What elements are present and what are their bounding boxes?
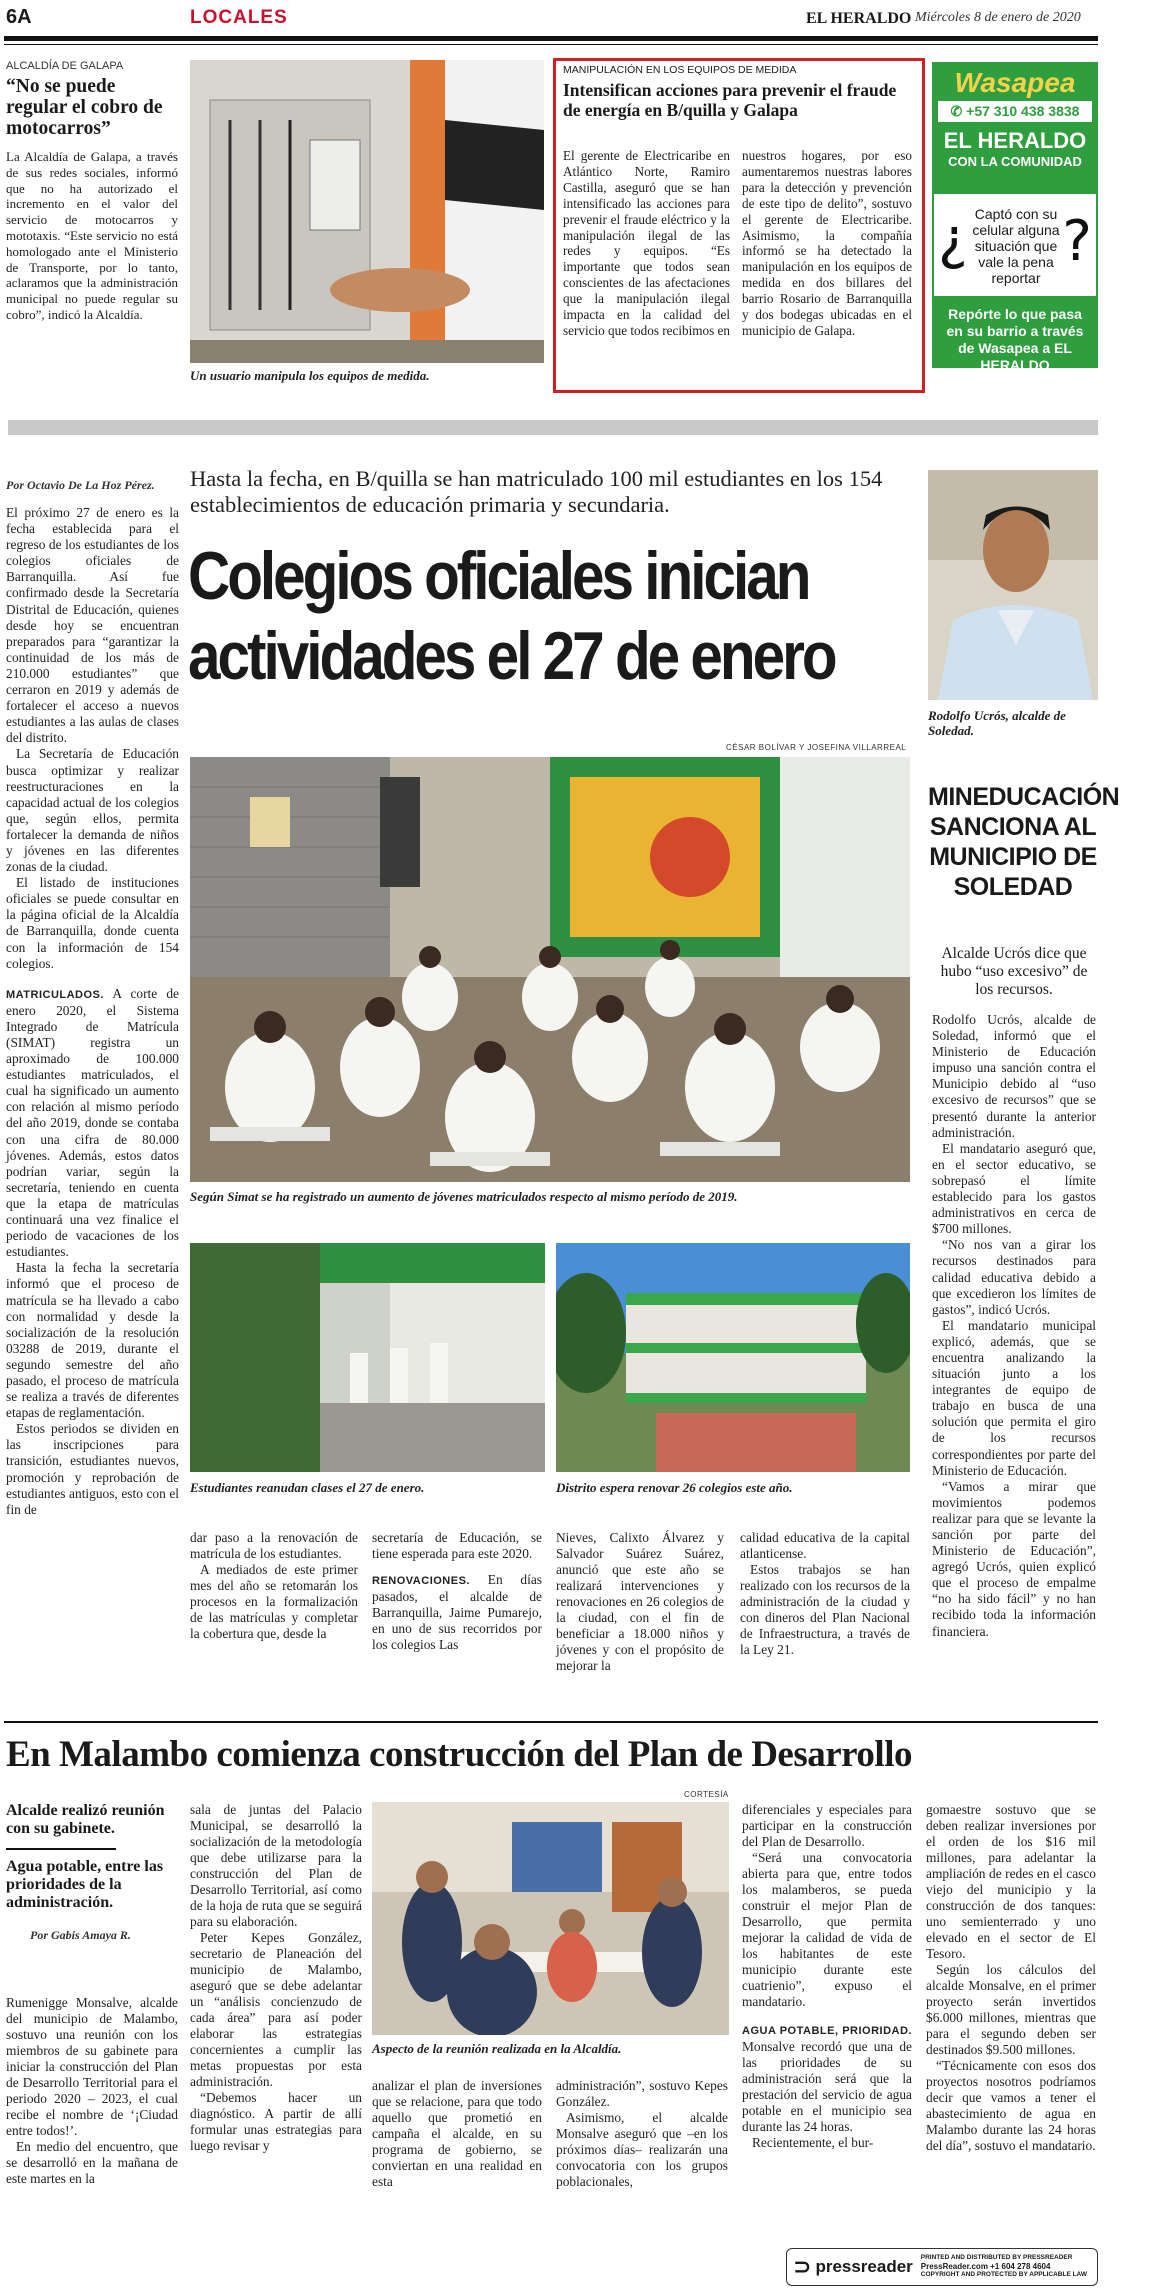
soledad-deck: Alcalde Ucrós dice que hubo “uso excesivo” de los recursos. [940,945,1088,998]
energia-title: Intensifican acciones para prevenir el fraude de energía en B/quilla y Galapa [563,80,897,120]
colegios-sidebar: El próximo 27 de enero es la fecha establecida para el regreso de los estudiantes de los colegios oficiales de Barranquilla. Así fue confirmado desde la Secretaría Distrital de Educación, quienes desde hoy se encuentran preparados para “garantizar la continuidad de los más de 210.000 estudiantes” que cerraron en 2019 y además de fortalecer el acceso a nuevos estudiantes a las aulas de clases del distrito. La Secretaría de Educación busca optimizar y realizar reestructuraciones en la capacidad actual de los colegios que, según ellos, permita fortalecer la demanda de niños y jóvenes en las diferentes zonas de la ciudad. El listado de instituciones oficiales se puede consultar en la página oficial de la Alcaldía de Barranquilla, donde cuenta con la información de 154 colegios. MATRICULADOS. A corte de enero 2020, el Sistema Integrado de Matrícula (SIMAT) registra un aproximado de 100.000 estudiantes matriculados, el cual ha significado un aumento con relación al mismo período del año 2019, donde se contaba con una cifra de 80.000 jóvenes. Además, estos datos podrían variar, según la secretaría, teniendo en cuenta que la etapa de matrículas continuará una vez finalice el periodo de vacaciones de los estudiantes. Hasta la fecha la secretaría informó que el proceso de matrícula se ha llevado a cabo con normalidad y desde la socialización de la resolución 03288 de 2019, durante el segundo semestre del año pasado, el proceso de matrícula se realiza a través de diferentes etapas de reglamentación. Estos periodos se dividen en las inscripciones para transición, estudiantes nuevos, promoción y reprobación de estudiantes antiguos, esto con el fin de [6,505,179,1517]
wasapea-middle [932,194,1098,296]
malambo-col2: sala de juntas del Palacio Municipal, se desarrolló la socialización de la metodología que debe utilizarse para la construcción del Plan de Desarrollo Territorial, así como de la hoja de ruta que se seguirá para su elaboración. Peter Kepes González, secretario de Planeación del municipio de Malambo, aseguró que se debe adelantar un “análisis concienzudo de cada área” para así poder elaborar las estrategias concernientes a cumplir las metas propuestas por esta administración. “Debemos hacer un diagnóstico. A partir de allí formular unas estrategias para luego revisar y [190,1802,362,2153]
section-name: LOCALES [190,7,288,28]
students-caption: Estudiantes reanudan clases el 27 de enero. [190,1480,425,1495]
malambo-sidebar [6,1802,176,1943]
meeting-photo [372,1802,729,2035]
malambo-col5: diferenciales y especiales para participar en la construcción del Plan de Desarrollo. “Será una convocatoria abierta para que, entre todos los malamberos, se pueda construir el mejor Plan de Desarrollo, que permita mejorar la calidad de vida de los habitantes de este municipio durante este cuatrienio”, expuso el mandatario. AGUA POTABLE, PRIORIDAD. Monsalve recordó que una de las prioridades de su administración será que la prestación del servicio de agua potable en el municipio sea durante las 24 horas. Recientemente, el bur- [742,1802,912,2150]
page-header [0,0,1152,50]
school-photo [556,1243,910,1472]
malambo-credit: CORTESÍA [684,1790,729,1799]
energia-col2: nuestros hogares, por eso aumentaremos nuestras labores para la detección y prevención de este tipo de delito”, sostuvo el gerente de Electricaribe. Asimismo, la compañía informó se ha detectado la manipulación en los equipos de medida en dos billares del barrio Rosario de Barranquilla y dos bodegas ubicadas en el municipio de Galapa. [742,148,912,338]
issue-date: Miércoles 8 de enero de 2020 [915,10,1081,25]
malambo-byline: Por Gabis Amaya R. [30,1928,131,1942]
sub-divider [6,1848,116,1850]
paper-name: EL HERALDO [806,10,912,27]
wasapea-question: Captó con su celular alguna situación que vale la pena reportar [972,206,1060,286]
question-close-icon: ? [1062,209,1092,274]
pressreader-logo: pressreader [815,2257,913,2276]
wasapea-top [932,62,1098,194]
wasapea-brand: Wasapea [954,67,1076,98]
malambo-sub1: Alcalde realizó reunión con su gabinete. [6,1802,165,1837]
pressreader-info: PRINTED AND DISTRIBUTED BY PRESSREADER PressReader.com +1 604 278 4604 COPYRIGHT AND PROTECTED BY APPLICABLE LAW [920,2254,1088,2279]
pressreader-badge[interactable] [786,2248,1098,2286]
wasapea-paper: EL HERALDO [943,128,1087,153]
header-rule [4,36,1098,41]
colegios-byline: Por Octavio De La Hoz Pérez. [6,478,155,492]
ucros-caption: Rodolfo Ucrós, alcalde de Soledad. [928,708,1066,738]
meeting-caption: Aspecto de la reunión realizada en la Alcaldía. [372,2041,622,2056]
ucros-photo [928,470,1098,700]
wasapea-cta: Repórte lo que pasa en su barrio a través de Wasapea a EL HERALDO [932,296,1098,368]
colegios-title: Colegios oficiales inician actividades el 27 de enero [188,538,835,694]
wasapea-tagline: CON LA COMUNIDAD [948,154,1082,169]
soledad-body: Rodolfo Ucrós, alcalde de Soledad, informó que el Ministerio de Educación impuso una sanción contra el Municipio debido al “uso excesivo de recursos” que se presentó durante la anterior administración. El mandatario aseguró que, en el sector educativo, se sobrepasó el límite establecido para los gastos administrativos en cerca de $700 millones. “No nos van a girar los recursos destinados para calidad educativa debido a que excedieron los límites de gastos”, indicó Ucrós. El mandatario municipal explicó, además, que se encuentra analizando la situación junto a los integrantes de equipo de trabajo en busca de una solución que permita el giro de los recursos correspondientes por parte del Ministerio de Educación. “Vamos a mirar que movimientos podemos realizar para que se levante la sanción por parte del Ministerio de Educación”, agregó Ucrós, quien explicó que el proceso de empalme “no ha sido fácil” y no han recibido toda la información financiera. [932,1012,1096,1639]
soledad-title: MINEDUCACIÓN SANCIONA AL MUNICIPIO DE SOLEDAD [928,783,1120,901]
galapa-kicker: ALCALDÍA DE GALAPA [6,60,124,72]
section-divider [8,420,1098,435]
energia-col1: El gerente de Electricaribe en Atlántico Norte, Ramiro Castilla, aseguró que se han intensificado las acciones para prevenir el fraude eléctrico y la manipulación ilegal de las redes y equipos. “Es importante que todos sean conscientes de las afectaciones que la manipulación ilegal impacta en la calidad del servicio que todos recibimos en [563,148,731,338]
classroom-photo [190,757,910,1182]
galapa-title: “No se puede regular el cobro de motocarros” [6,76,163,139]
colegios-bottom-col1: dar paso a la renovación de matrícula de los estudiantes. A mediados de este primer mes del año se retomarán los procesos en la formalización de las matrículas y completar la cobertura que, desde la [190,1530,358,1641]
colegios-bottom-col2: secretaría de Educación, se tiene esperada para este 2020. RENOVACIONES. En días pasados, el alcalde de Barranquilla, Jaime Pumarejo, en uno de sus recorridos por los colegios Las [372,1530,542,1652]
students-photo [190,1243,545,1472]
page-number: 6A [6,6,32,28]
colegios-bottom-col3: Nieves, Calixto Álvarez y Salvador Suárez Suárez, anunció que este año se realizará intervenciones y renovaciones en 26 colegios de la ciudad, con el fin de beneficiar a 18.000 niños y jóvenes y con el propósito de mejorar la [556,1530,724,1673]
malambo-col3: analizar el plan de inversiones que se relacione, para que todo aquello que prometió en campaña el alcalde, en su programa de gobierno, se conviertan en una realidad en esta [372,2078,542,2189]
malambo-title: En Malambo comienza construcción del Plan de Desarrollo [6,1734,912,1775]
whatsapp-icon: ✆ [950,103,963,119]
galapa-caption: Un usuario manipula los equipos de medida. [190,368,430,383]
question-open-icon: ¿ [938,207,968,272]
malambo-col6: gomaestre sostuvo que se deben realizar inversiones por el orden de los $16 mil millones, para adelantar la ampliación de redes en el casco viejo del municipio y la construcción de dos tanques: uno semienterrado y uno elevado en el sector de El Tesoro. Según los cálculos del alcalde Monsalve, en el primer proyecto serán invertidos $6.000 millones, mientras que para el segundo deben ser destinados $9.500 millones. “Técnicamente con esos dos proyectos nosotros podríamos decir que vamos a tener el abastecimiento de agua en Malambo durante las 24 horas del día”, sostuvo el mandatario. [926,1802,1096,2153]
colegios-deck: Hasta la fecha, en B/quilla se han matriculado 100 mil estudiantes en los 154 establecimientos de educación primaria y secundaria. [190,466,883,517]
header-rule-thin [4,44,1098,45]
galapa-photo [190,60,544,363]
malambo-sub2: Agua potable, entre las prioridades de la administración. [6,1858,164,1911]
classroom-caption: Según Simat se ha registrado un aumento de jóvenes matriculados respecto al mismo período de 2019. [190,1189,738,1204]
colegios-bottom-col4: calidad educativa de la capital atlanticense. Estos trabajos se han realizado con los recursos de la administración de la ciudad y con dineros del Plan Nacional de Infraestructura, a través de la Ley 21. [740,1530,910,1657]
galapa-body: La Alcaldía de Galapa, a través de sus redes sociales, informó que no ha autorizado el incremento en el valor del servicio de motocarros y mototaxis. “Este servicio no está homologado ante el Ministerio de Transporte, por lo tanto, aclaramos que la administración municipal no puede regular su cobro”, indicó la Alcaldía. [6,149,178,322]
malambo-top-rule [4,1721,1098,1723]
malambo-col4: administración”, sostuvo Kepes González. Asimismo, el alcalde Monsalve aseguró que –en los próximos días– realizarán una convocatoria con los grupos poblacionales, [556,2078,728,2189]
energia-kicker: MANIPULACIÓN EN LOS EQUIPOS DE MEDIDA [563,64,797,76]
galapa-article [6,60,178,323]
energia-article [563,64,918,120]
wasapea-ad [932,62,1098,382]
pressreader-icon: ⊃ [793,2254,812,2280]
malambo-col1: Rumenigge Monsalve, alcalde del municipio de Malambo, sostuvo una reunión con los miembros de su gabinete para iniciar la construcción del Plan de Desarrollo Territorial para el periodo 2020 – 2023, el cual recibe el nombre de ‘¡Ciudad entre todos!’. En medio del encuentro, que se desarrolló en la mañana de este martes en la [6,1995,178,2186]
colegios-photo-credit: CÉSAR BOLÍVAR Y JOSEFINA VILLARREAL [726,743,907,752]
wasapea-phone: ✆ +57 310 438 3838 [938,101,1092,122]
school-caption: Distrito espera renovar 26 colegios este año. [556,1480,793,1495]
